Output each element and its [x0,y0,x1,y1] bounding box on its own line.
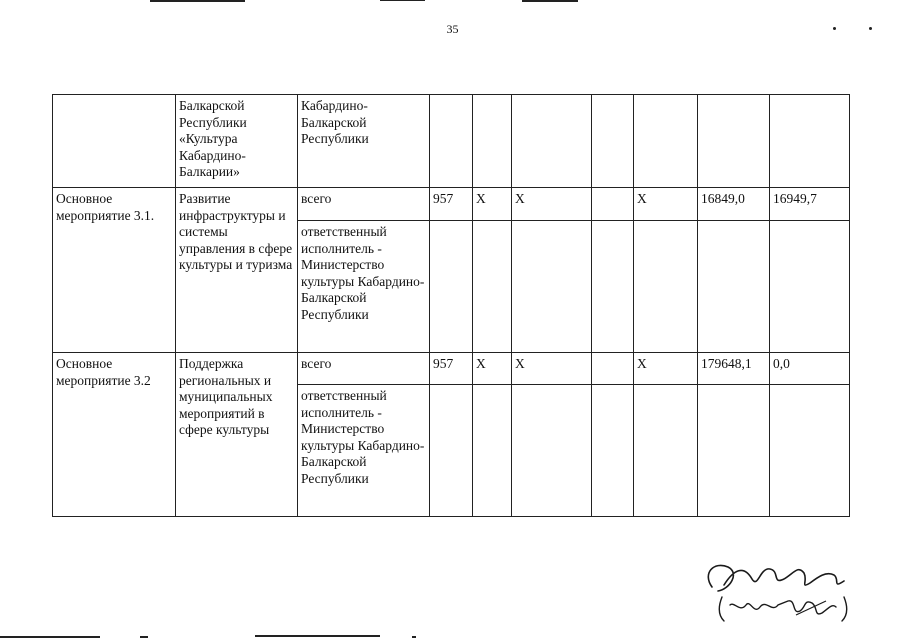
vr-cell: Х [634,188,698,221]
scan-mark-top-3 [522,0,578,2]
table-row [53,95,850,188]
executor-cell: всего [298,188,430,221]
grbs-cell [430,221,473,353]
grbs-cell [430,95,473,188]
table-row [53,353,850,385]
csr-cell [512,221,592,353]
executor-cell: всего [298,353,430,385]
signature-image [700,555,860,630]
measure-cell [53,95,176,188]
value-cell-1 [698,385,770,517]
empty-cell [592,95,634,188]
rzpr-cell: Х [473,188,512,221]
empty-cell [592,353,634,385]
executor-cell: Кабардино-Балкарской Республики [298,95,430,188]
scan-dot [833,27,836,30]
value-cell-2 [770,385,850,517]
vr-cell [634,221,698,353]
csr-cell: Х [512,188,592,221]
scan-dot [869,27,872,30]
grbs-cell: 957 [430,353,473,385]
executor-cell: ответственный исполнитель - Министерство культуры Кабардино-Балкарской Республики [298,385,430,517]
empty-cell [592,188,634,221]
table-row [53,188,850,221]
csr-cell [512,95,592,188]
value-cell-2: 0,0 [770,353,850,385]
csr-cell: Х [512,353,592,385]
rzpr-cell [473,385,512,517]
vr-cell: Х [634,353,698,385]
page-number: 35 [446,22,459,36]
rzpr-cell [473,221,512,353]
name-cell: Балкарской Республики «Культура Кабардино-Балкарии» [176,95,298,188]
rzpr-cell [473,95,512,188]
scan-mark-bottom-4 [412,636,416,638]
name-cell: Поддержка региональных и муниципальных мероприятий в сфере культуры [176,353,298,517]
value-cell-1 [698,95,770,188]
value-cell-2 [770,95,850,188]
vr-cell [634,95,698,188]
value-cell-1 [698,221,770,353]
empty-cell [592,385,634,517]
value-cell-2: 16949,7 [770,188,850,221]
measure-cell: Основное мероприятие 3.1. [53,188,176,353]
scan-mark-top-1 [150,0,245,2]
grbs-cell [430,385,473,517]
activities-table [52,94,850,517]
executor-cell: ответственный исполнитель - Министерство культуры Кабардино-Балкарской Республики [298,221,430,353]
scan-mark-bottom-1 [0,636,100,638]
csr-cell [512,385,592,517]
scan-mark-top-2 [380,0,425,1]
grbs-cell: 957 [430,188,473,221]
scan-mark-bottom-2 [140,636,148,638]
scan-mark-bottom-3 [255,635,380,637]
value-cell-1: 179648,1 [698,353,770,385]
measure-cell: Основное мероприятие 3.2 [53,353,176,517]
rzpr-cell: Х [473,353,512,385]
name-cell: Развитие инфраструктуры и системы управления в сфере культуры и туризма [176,188,298,353]
vr-cell [634,385,698,517]
value-cell-1: 16849,0 [698,188,770,221]
empty-cell [592,221,634,353]
value-cell-2 [770,221,850,353]
